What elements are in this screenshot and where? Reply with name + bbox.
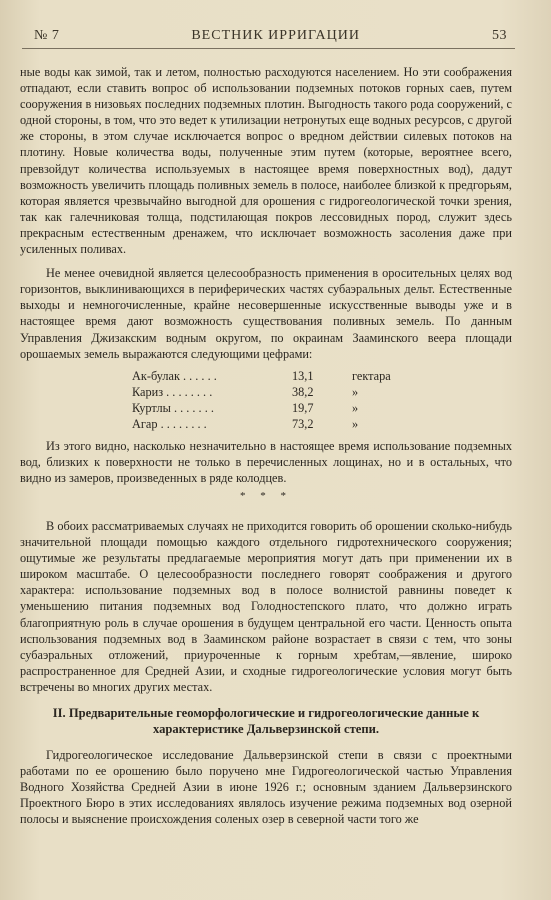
place-name: Куртлы . . . . . . . [132,400,214,415]
area-unit: » [352,384,359,399]
area-unit: гектара [352,368,391,383]
article-body [20,64,512,827]
section-number: II. [52,706,66,720]
area-value: 19,7 [292,400,314,415]
paragraph: Из этого видно, насколько незначительно в настоящее время использование подземных вод, близких к поверхности не только в перечисленных лощинах, но и в остальных, что видно из замеров, произведенных в ряде колодцев. [20,438,512,485]
place-name: Агар . . . . . . . . [132,416,207,431]
place-name: Кариз . . . . . . . . [132,384,213,399]
area-value: 38,2 [292,384,314,399]
section-title: Предварительные геоморфологические и гидрогеологические данные к характеристике Дальверзинской степи. [68,706,480,736]
paragraph: Гидрогеологическое исследование Дальверзинской степи в связи с проектными работами по ее орошению было поручено мне Гидрогеологической частью Управления Водного Хозяйства Средней Азии в июне 1926 г.; основным зданием Дальверзинского Проектного Бюро в этих исследованиях являлось изучение режима подземных вод озерной полосы и выяснение происхождения соленых озер в северной части того же [20,748,512,827]
table-row [132,400,512,416]
table-row [132,368,512,384]
header-rule [22,48,515,49]
table-row [132,384,512,400]
page-number: 53 [491,28,507,43]
paragraph: ные воды как зимой, так и летом, полностью расходуются населением. Но эти соображения отпадают, если ставить вопрос об использовании подземных потоков горных саев, путем сооружения в низовьях последних подземных плотин. Выгодность такого рода сооружений, с одной стороны, в том, что это ведет к утилизации нетронутых еще водных ресурсов, с другой же стороны, в этом случае исключается вопрос о вредном действии силевых потоков на плотину. Новые количества воды, полученные этим путем (которые, вероятнее всего, превзойдут количества используемых в настоящее время поверхностных вод), дадут возможность увеличить площадь поливных земель в полосе, наиболее близкой к предгорьям, которая является чрезвычайно выгодной для орошения с гидрогеологической точки зрения, так как галечниковая толща, подстилающая покров лессовидных пород, служит здесь прекрасным естественным дренажем, что исключает возможность засоления даже при усиленных поливах. [20,65,512,257]
area-value: 13,1 [292,368,314,383]
place-name: Ак-булак . . . . . . [132,368,217,383]
area-value: 73,2 [292,416,314,431]
table-row [132,416,512,432]
journal-title: ВЕСТНИК ИРРИГАЦИИ [191,28,360,43]
section-separator: * * * [240,489,292,502]
areas-table [132,368,512,432]
issue-number: № 7 [34,28,60,43]
area-unit: » [352,400,359,415]
running-header [34,28,507,44]
area-unit: » [352,416,359,431]
paragraph: В обоих рассматриваемых случаях не приходится говорить об орошении сколько-нибудь значительной площади помощью каждого отдельного гидротехнического сооружения; ощутимые же результаты предлагаемые мероприятия могут дать при применении их в широком масштабе. О целесообразности последнего говорят соображения и другого характера: использование подземных вод в полосе волнистой равнины поведет к уменьшению питания подземных вод Голодностепского плато, что должно играть благоприятную роль в случае орошения в будущем центральной его части. Ценность опыта использования подземных вод в Зааминском районе возрастает в связи с тем, что зоны субаэральных отложений, приуроченные к горным хребтам,—явление, широко распространенное для Средней Азии, и сходные гидрогеологические условия могут быть встречены во многих других местах. [20,518,512,694]
section-heading [20,705,512,737]
paragraph: Не менее очевидной является целесообразность применения в оросительных целях вод горизонтов, выклинивающихся в периферических частях субаэральных дельт. Естественные выходы и немногочисленные, крайне несовершенные искусственные выводы уже и в настоящее время дают возможность существования поливных земель. По данным Управления Джизакским водным округом, по окраинам Зааминского веера площади орошаемых земель выражаются следующими цефрами: [20,266,512,361]
